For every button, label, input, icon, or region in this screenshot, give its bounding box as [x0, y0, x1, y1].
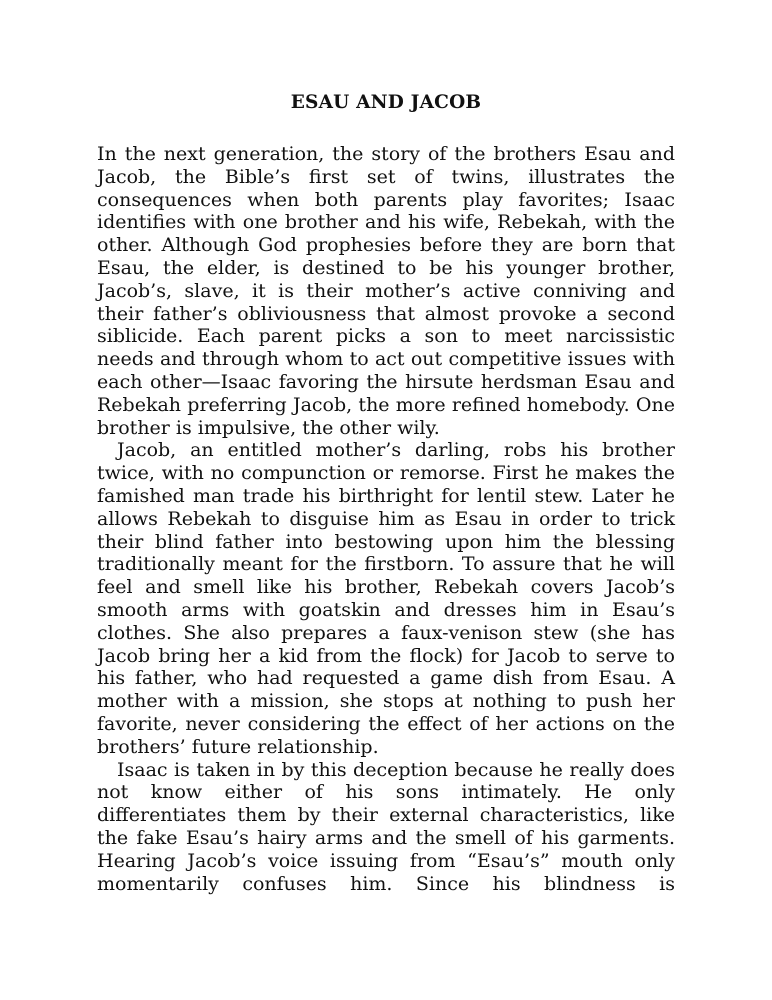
paragraph-1: In the next generation, the story of the brothers Esau and Jacob, the Bible’s first set of twins, illustrates the consequences when both parents play favorites; Isaac identifies with one brother and his wife, Rebekah, with the other. Although God prophesies before they are born that Esau, the elder, is destined to be his younger brother, Jacob’s, slave, it is their mother’s active conniving and their father’s obliviousness that almost provoke a second siblicide. Each parent picks a son to meet narcissistic needs and through whom to act out competitive issues with each other—Isaac favoring the hirsute herdsman Esau and Rebekah preferring Jacob, the more refined homebody. One brother is impulsive, the other wily. [97, 143, 675, 439]
body-text [97, 143, 675, 895]
paragraph-3: Isaac is taken in by this deception because he really does not know either of his sons intimately. He only differentiates them by their external characteristics, like the fake Esau’s hairy arms and the smell of his garments. Hearing Jacob’s voice issuing from “Esau’s” mouth only momentarily confuses him. Since his blindness is [97, 758, 675, 895]
page-title: ESAU AND JACOB [290, 92, 482, 113]
paragraph-2: Jacob, an entitled mother’s darling, robs his brother twice, with no compunction or remorse. First he makes the famished man trade his birthright for lentil stew. Later he allows Rebekah to disguise him as Esau in order to trick their blind father into bestowing upon him the blessing traditionally meant for the firstborn. To assure that he will feel and smell like his brother, Rebekah covers Jacob’s smooth arms with goatskin and dresses him in Esau’s clothes. She also prepares a faux-venison stew (she has Jacob bring her a kid from the flock) for Jacob to serve to his father, who had requested a game dish from Esau. A mother with a mission, she stops at nothing to push her favorite, never considering the effect of her actions on the brothers’ future relationship. [97, 439, 675, 758]
